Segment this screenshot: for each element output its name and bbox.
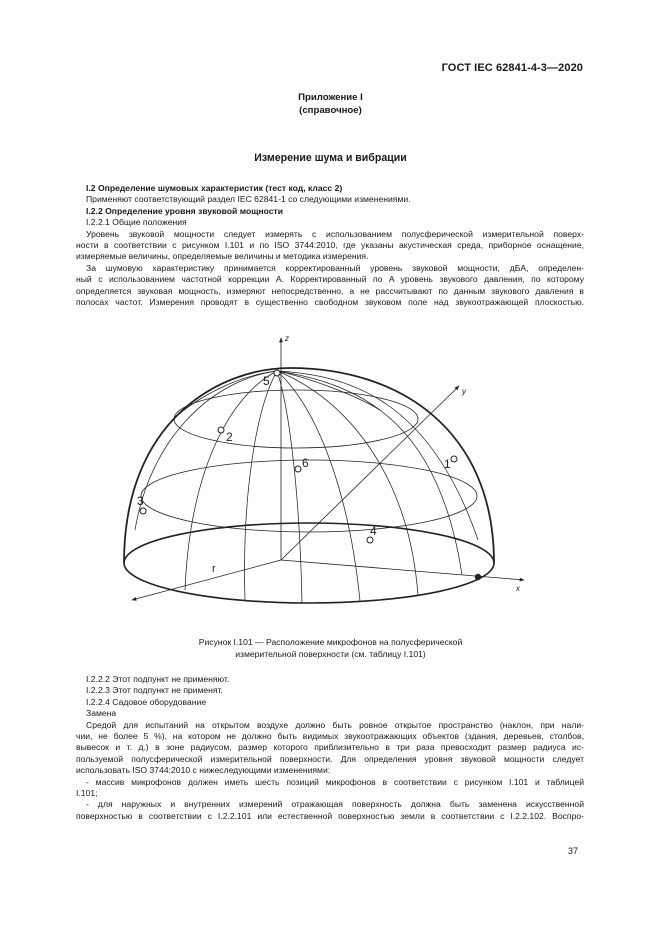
- mic-label-3: 3: [137, 494, 144, 508]
- mic-point-2: [218, 427, 224, 433]
- mic-point-1: [451, 456, 457, 462]
- text-block-bottom: [76, 674, 584, 822]
- list-item-line: I.101;: [76, 788, 98, 799]
- paragraph-line: чии, не более 5 %), на котором не должно быть видимых звукоотражающих объектов (здания, деревьев, столбов,: [76, 731, 584, 742]
- standard-id: ГОСТ IEC 62841-4-3—2020: [441, 62, 583, 74]
- paragraph: I.2.2.1 Общие положения: [86, 217, 187, 228]
- heading-i2: I.2 Определение шумовых характеристик (тест код, класс 2): [86, 183, 343, 193]
- paragraph-line: вывесок и т. д.) в зоне радиусом, размер которого приблизительно в три раза превосходит размер радиуса ис-: [76, 742, 584, 753]
- mic-label-5: 5: [263, 374, 270, 388]
- mic-point-5: [274, 370, 280, 376]
- paragraph: I.2.2.2 Этот подпункт не применяют.: [86, 674, 230, 684]
- caption-line: Рисунок I.101 — Расположение микрофонов на полусферической: [198, 637, 463, 647]
- section-title: Измерение шума и вибрации: [254, 152, 407, 164]
- mic-point-6: [295, 466, 301, 472]
- paragraph: I.2.2.4 Садовое оборудование: [86, 696, 207, 707]
- list-item-line: - массив микрофонов должен иметь шесть позиций микрофонов в соответствии с рисунком I.101 и таблицей: [86, 776, 584, 787]
- y-axis-label: y: [462, 387, 466, 396]
- list-item-line: - для наружных и внутренних измерений отражающая поверхность должна быть заменена искусственной: [86, 799, 584, 810]
- mic-point-3: [140, 508, 146, 514]
- mic-label-1: 1: [444, 457, 451, 471]
- paragraph: Замена: [86, 708, 117, 719]
- annex-title: Приложение I: [298, 92, 363, 103]
- paragraph-line: Уровень звуковой мощности следует измерять с использованием полусферической измерительной поверх-: [86, 228, 584, 239]
- paragraph-line: пользуемой полусферической измерительной поверхности. Для определения уровня звуковой мощности следует: [76, 753, 584, 764]
- z-axis-label: z: [285, 334, 289, 343]
- heading-i22: I.2.2 Определение уровня звуковой мощности: [86, 205, 284, 216]
- radius-label: r: [212, 563, 216, 575]
- caption-line: измерительной поверхности (см. таблицу I.101): [235, 649, 426, 659]
- paragraph-line: измеряемые величины, определяемые величины и методика измерения.: [76, 251, 369, 262]
- radius-arrow: [132, 560, 281, 600]
- base-point: [475, 574, 481, 580]
- paragraph: Применяют соответствующий раздел IEC 62841-1 со следующими изменениями.: [86, 194, 411, 205]
- page-number: 37: [567, 846, 578, 856]
- paragraph-line: ности в соответствии с рисунком I.101 и по ISO 3744:2010, где указаны акустическая среда, приборное оснащение,: [76, 240, 584, 251]
- base-ellipse: [124, 523, 494, 603]
- paragraph: I.2.2.3 Этот подпункт не применят.: [86, 685, 223, 696]
- paragraph-line: определяется звуковая мощность, измеряют непосредственно, а не рассчитывают по данным звукового давления в: [76, 285, 584, 296]
- paragraph-line: использовать ISO 3744:2010 с нижеследующими изменениями:: [76, 765, 331, 776]
- paragraph-line: За шумовую характеристику принимается корректированный уровень звуковой мощности, дБA, определен-: [86, 262, 584, 273]
- list-item-line: поверхностью в соответствии с I.2.2.101 или естественной поверхностью земли в соответствии с I.2.2.102. Воспро-: [76, 810, 584, 821]
- x-axis: [281, 560, 524, 580]
- paragraph-line: Средой для испытаний на открытом воздухе должно быть ровное открытое пространство (наклон, при нали-: [86, 719, 584, 730]
- mic-label-2: 2: [226, 430, 233, 444]
- paragraph-line: ный с использованием частотной коррекции A. Корректированный по A уровень звукового давления, по которому: [76, 274, 584, 285]
- paragraph-line: полосах частот. Измерения проводят в существенно свободном звуковом поле над звукоотражающей плоскостью.: [76, 297, 584, 308]
- mic-label-4: 4: [370, 524, 377, 538]
- mic-label-6: 6: [302, 456, 309, 470]
- figure-caption: [0, 636, 661, 660]
- latitude-ring: [141, 460, 477, 532]
- x-axis-label: x: [516, 584, 520, 593]
- annex-type: (справочное): [299, 105, 362, 116]
